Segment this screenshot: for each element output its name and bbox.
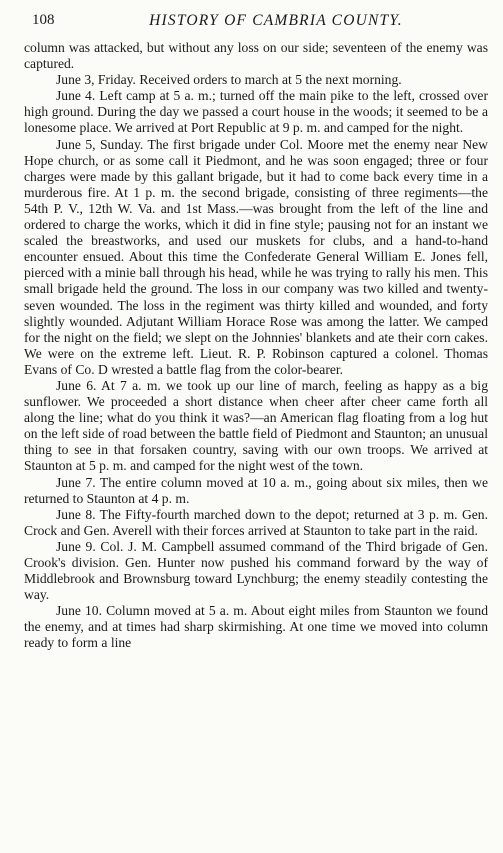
paragraph-continuation: column was attacked, but without any loss on our side; seventeen of the enemy was captured.	[24, 40, 488, 72]
running-head	[24, 10, 488, 32]
page-number: 108	[32, 12, 55, 28]
paragraph-june-5: June 5, Sunday. The first brigade under Col. Moore met the enemy near New Hope church, or as some call it Piedmont, and he was soon engaged; three or four charges were made by this gallant brigade, but it had to come back every time in a murderous fire. At 1 p. m. the second brigade, consisting of three regiments—the 54th P. V., 12th W. Va. and 1st Mass.—was brought from the left of the line and ordered to charge the works, which it did in fine style; pausing not for an instant we scaled the breastworks, and used our muskets for clubs, and a hand-to-hand encounter ensued. About this time the Confederate General William E. Jones fell, pierced with a minie ball through his head, while he was trying to rally his men. This small brigade held the ground. The loss in our company was two killed and twenty-seven wounded. The loss in the regiment was thirty killed and wounded, and forty slightly wounded. Adjutant William Horace Rose was among the latter. We camped for the night on the field; we slept on the Johnnies' blankets and ate their corn cakes. We were on the extreme left. Lieut. R. P. Robinson captured a colonel. Thomas Evans of Co. D wrested a battle flag from the color-bearer.	[24, 136, 488, 377]
body-text	[24, 40, 488, 652]
paragraph-june-10: June 10. Column moved at 5 a. m. About eight miles from Staunton we found the enemy, and at times had sharp skirmishing. At one time we moved into column ready to form a line	[24, 603, 488, 651]
paragraph-june-6: June 6. At 7 a. m. we took up our line of march, feeling as happy as a big sunflower. We proceeded a short distance when cheer after cheer came forth all along the line; what do you think it was?—an American flag floating from a log hut on the left side of road between the battle field of Piedmont and Staunton; an unusual thing to see in that forsaken country, saving with our own troops. We arrived at Staunton at 5 p. m. and camped for the night west of the town.	[24, 377, 488, 474]
paragraph-june-4: June 4. Left camp at 5 a. m.; turned off the main pike to the left, crossed over high ground. During the day we passed a court house in the woods; it seemed to be a lonesome place. We arrived at Port Republic at 9 p. m. and camped for the night.	[24, 88, 488, 136]
book-page	[24, 10, 488, 652]
paragraph-june-7: June 7. The entire column moved at 10 a. m., going about six miles, then we returned to Staunton at 4 p. m.	[24, 474, 488, 506]
paragraph-june-9: June 9. Col. J. M. Campbell assumed command of the Third brigade of Gen. Crook's division. Gen. Hunter now pushed his command forward by the way of Middlebrook and Brownsburg toward Lynchburg; the enemy steadily contesting the way.	[24, 538, 488, 603]
paragraph-june-3: June 3, Friday. Received orders to march at 5 the next morning.	[56, 72, 402, 88]
paragraph-june-8: June 8. The Fifty-fourth marched down to the depot; returned at 3 p. m. Gen. Crock and Gen. Averell with their forces arrived at Staunton to take part in the raid.	[24, 506, 488, 538]
running-title: HISTORY OF CAMBRIA COUNTY.	[149, 12, 403, 29]
